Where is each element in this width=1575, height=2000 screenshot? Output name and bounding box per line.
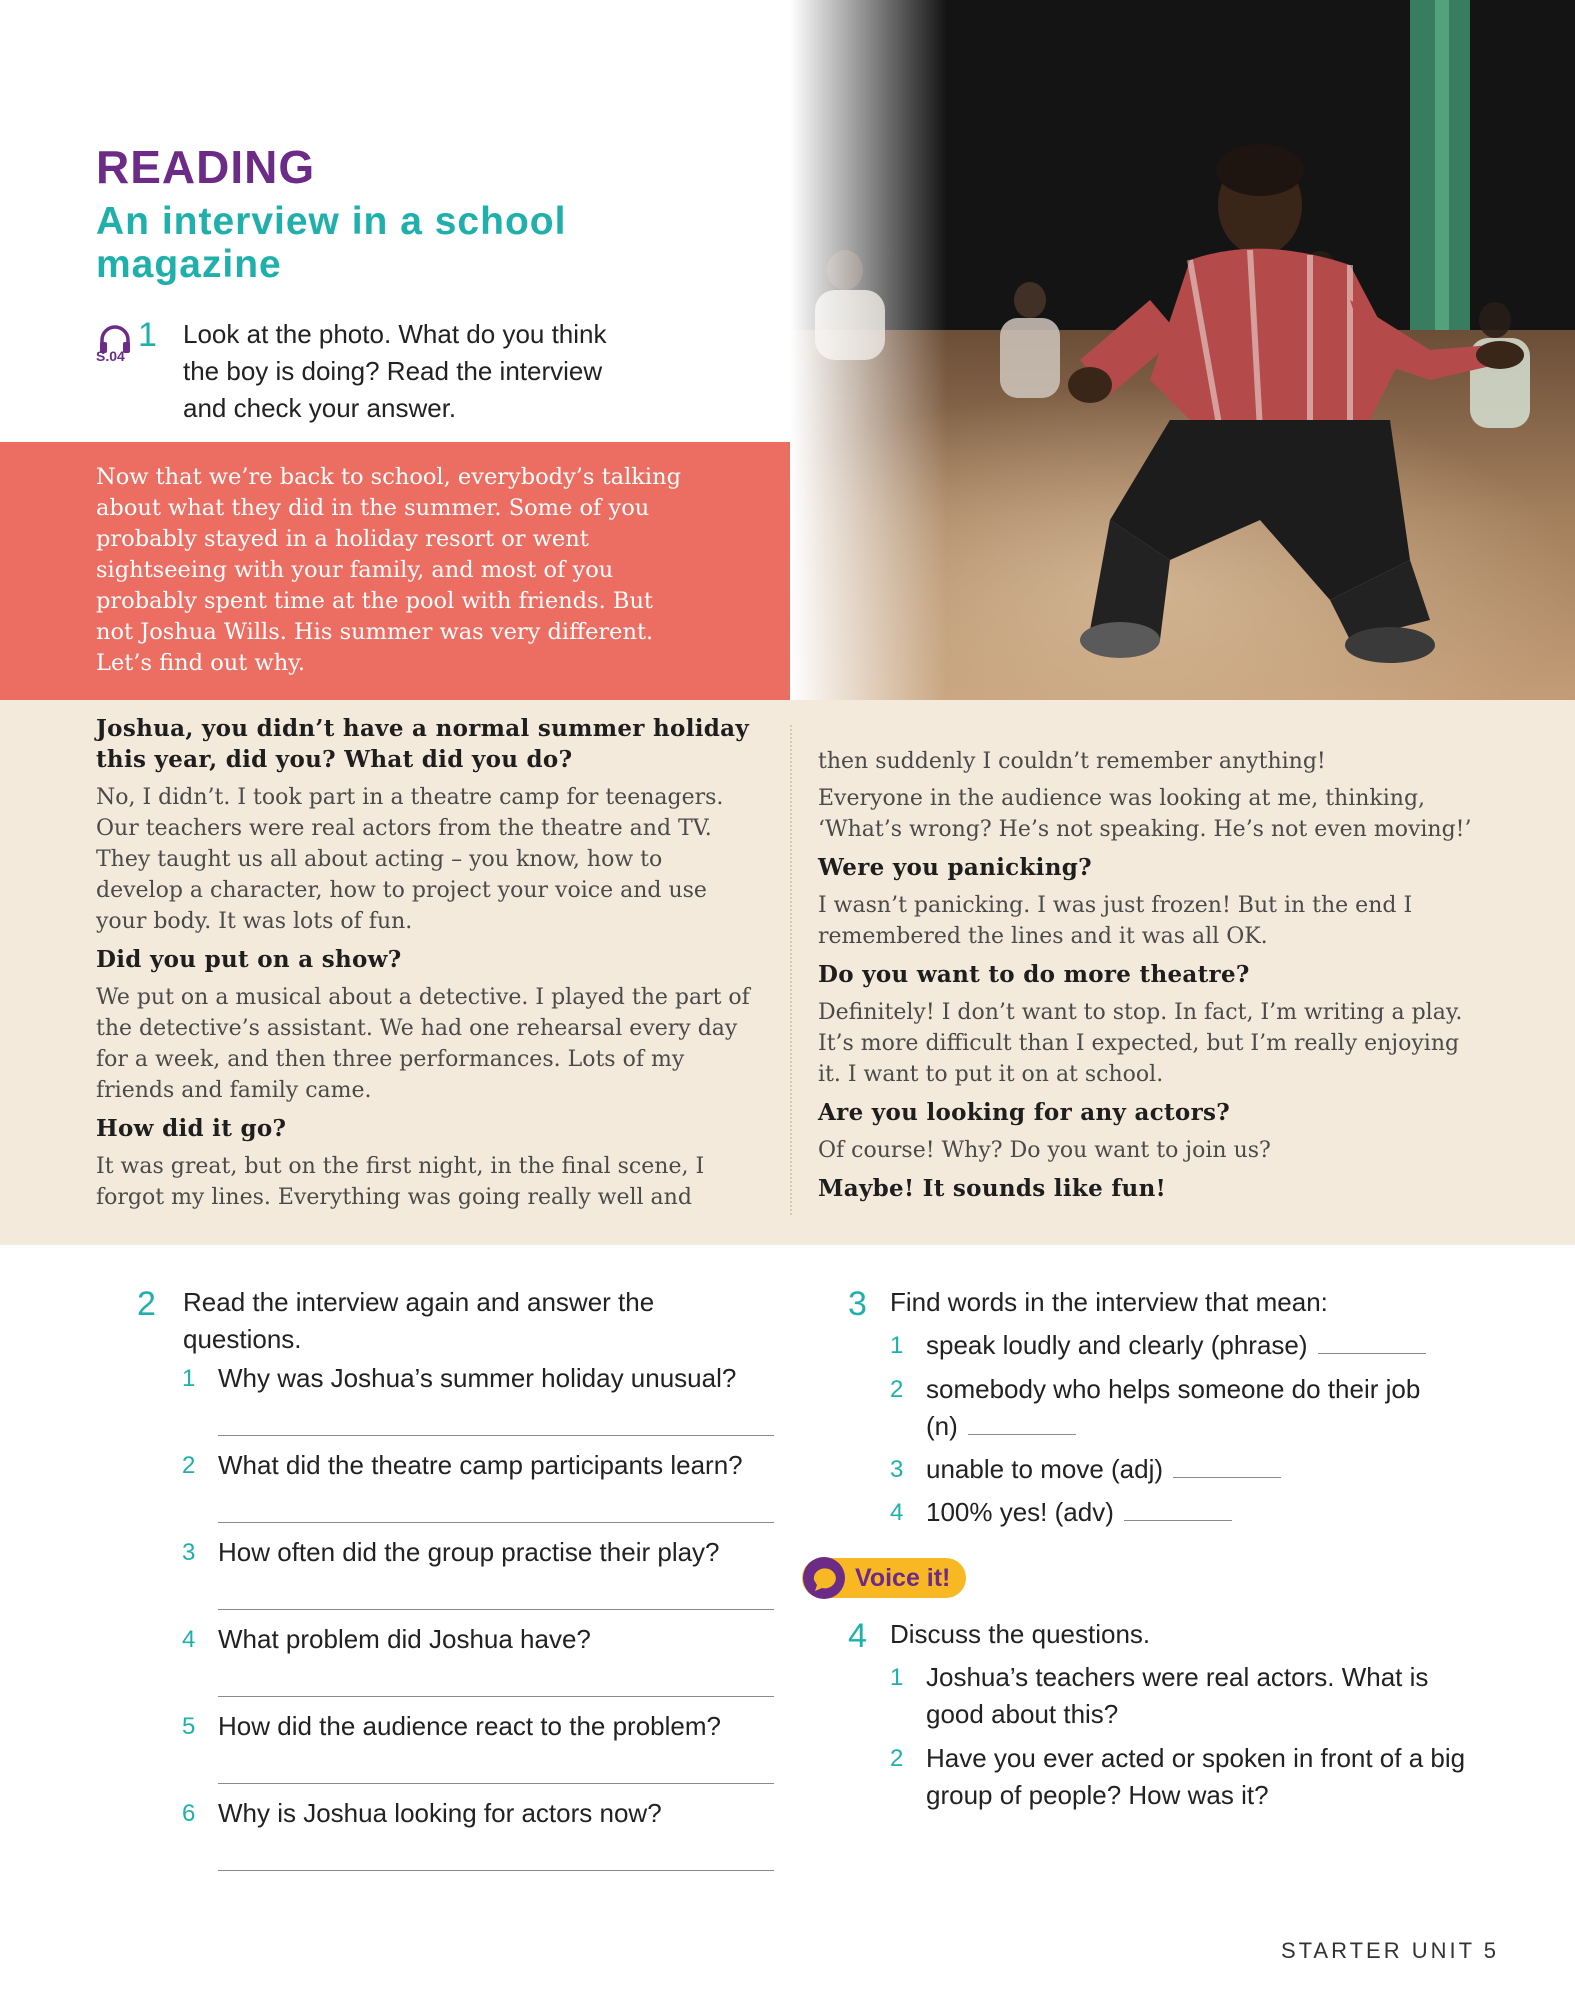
vocab-item-continued: [926, 1408, 1526, 1445]
item-number: 3: [890, 1456, 904, 1483]
question-text: How often did the group practise their play?: [218, 1537, 720, 1567]
item-number: 1: [890, 1332, 904, 1359]
question-text: What did the theatre camp participants learn?: [218, 1450, 743, 1480]
answer-blank[interactable]: [968, 1410, 1076, 1435]
exercise-instruction: Read the interview again and answer the questions.: [183, 1287, 655, 1354]
question-item: [182, 1534, 778, 1571]
item-number: 1: [182, 1365, 196, 1392]
interview-question: Joshua, you didn’t have a normal summer holiday this year, did you? What did you do?: [96, 715, 750, 773]
vocab-item: [890, 1327, 1526, 1364]
discussion-item: [890, 1740, 1486, 1814]
question-text: Why is Joshua looking for actors now?: [218, 1798, 662, 1828]
section-title: READING: [96, 141, 316, 193]
exercise-number: 1: [138, 316, 157, 354]
answer-line[interactable]: [218, 1609, 774, 1610]
stage-photo: [790, 0, 1575, 700]
question-text: What problem did Joshua have?: [218, 1624, 591, 1654]
question-item: [182, 1447, 778, 1484]
exercise-number: 4: [848, 1617, 867, 1655]
interview-answer: Everyone in the audience was looking at me, thinking, ‘What’s wrong? He’s not speaking. He’s not even moving!’: [818, 786, 1472, 842]
interview-answer: We put on a musical about a detective. I played the part of the detective’s assistant. We had one rehearsal every day for a week, and then three performances. Lots of my friends and family came.: [96, 985, 750, 1103]
answer-line[interactable]: [218, 1696, 774, 1697]
question-item: [182, 1708, 778, 1745]
question-item: [182, 1795, 778, 1832]
discussion-question: Have you ever acted or spoken in front of a big group of people? How was it?: [926, 1743, 1466, 1810]
interview-question: Are you looking for any actors?: [818, 1099, 1231, 1126]
exercise-instruction: Look at the photo. What do you think the boy is doing? Read the interview and check your answer.: [183, 319, 607, 423]
item-number: 4: [182, 1626, 196, 1653]
question-item: [182, 1360, 778, 1397]
item-number: 4: [890, 1499, 904, 1526]
question-text: How did the audience react to the problem?: [218, 1711, 721, 1741]
item-number: 6: [182, 1800, 196, 1827]
intro-text: Now that we’re back to school, everybody’s talking about what they did in the summer. Some of you probably stayed in a holiday resort or went sightseeing with your family, and most of you probably spent time at the pool with friends. But not Joshua Wills. His summer was very different. Let’s find out why.: [96, 464, 682, 676]
item-number: 1: [890, 1664, 904, 1691]
voice-it-label: Voice it!: [855, 1564, 951, 1592]
interview-question: Maybe! It sounds like fun!: [818, 1175, 1166, 1202]
item-number: 5: [182, 1713, 196, 1740]
exercise-number: 2: [137, 1285, 156, 1323]
interview-question: Do you want to do more theatre?: [818, 961, 1250, 988]
speech-bubble-icon: [802, 1556, 846, 1600]
vocab-item: [890, 1451, 1526, 1488]
interview-answer: Definitely! I don’t want to stop. In fact, I’m writing a play. It’s more difficult than I expected, but I’m really enjoying it. I want to put it on at school.: [818, 1000, 1463, 1087]
section-subtitle: An interview in a school magazine: [96, 200, 567, 286]
item-number: 2: [890, 1376, 904, 1403]
vocab-definition: 100% yes! (adv): [926, 1497, 1114, 1527]
discussion-question: Joshua’s teachers were real actors. What is good about this?: [926, 1662, 1429, 1729]
question-text: Why was Joshua’s summer holiday unusual?: [218, 1363, 737, 1393]
interview-answer: then suddenly I couldn’t remember anything!: [818, 749, 1326, 774]
discussion-item: [890, 1659, 1486, 1733]
answer-line[interactable]: [218, 1522, 774, 1523]
interview-answer: I wasn’t panicking. I was just frozen! But in the end I remembered the lines and it was all OK.: [818, 893, 1413, 949]
exercise-instruction: Discuss the questions.: [890, 1619, 1151, 1649]
interview-column-right: [818, 746, 1488, 1211]
interview-answer: Of course! Why? Do you want to join us?: [818, 1138, 1271, 1163]
interview-answer: It was great, but on the first night, in the final scene, I forgot my lines. Everything was going really well and: [96, 1154, 705, 1210]
item-number: 2: [182, 1452, 196, 1479]
answer-line[interactable]: [218, 1870, 774, 1871]
interview-answer: No, I didn’t. I took part in a theatre camp for teenagers. Our teachers were real actors from the theatre and TV. They taught us all about acting – you know, how to develop a character, how to project your voice and use your body. It was lots of fun.: [96, 785, 724, 934]
answer-blank[interactable]: [1173, 1453, 1281, 1478]
item-number: 2: [890, 1745, 904, 1772]
answer-blank[interactable]: [1318, 1329, 1426, 1354]
vocab-item: [890, 1371, 1526, 1408]
interview-question: Were you panicking?: [818, 854, 1092, 881]
vocab-definition: somebody who helps someone do their job: [926, 1374, 1421, 1404]
answer-line[interactable]: [218, 1435, 774, 1436]
item-number: 3: [182, 1539, 196, 1566]
vocab-definition: (n): [926, 1411, 958, 1441]
vocab-item: [890, 1494, 1526, 1531]
exercise-number: 3: [848, 1285, 867, 1323]
exercise-instruction: Find words in the interview that mean:: [890, 1287, 1328, 1317]
vocab-definition: speak loudly and clearly (phrase): [926, 1330, 1308, 1360]
answer-blank[interactable]: [1124, 1496, 1232, 1521]
page-footer: STARTER UNIT 5: [1280, 1938, 1499, 1963]
answer-line[interactable]: [218, 1783, 774, 1784]
interview-column-left: [96, 713, 756, 1220]
interview-question: How did it go?: [96, 1115, 287, 1142]
audio-track-code: S.04: [96, 348, 125, 364]
vocab-definition: unable to move (adj): [926, 1454, 1164, 1484]
column-divider: [790, 725, 792, 1215]
interview-question: Did you put on a show?: [96, 946, 402, 973]
question-item: [182, 1621, 778, 1658]
